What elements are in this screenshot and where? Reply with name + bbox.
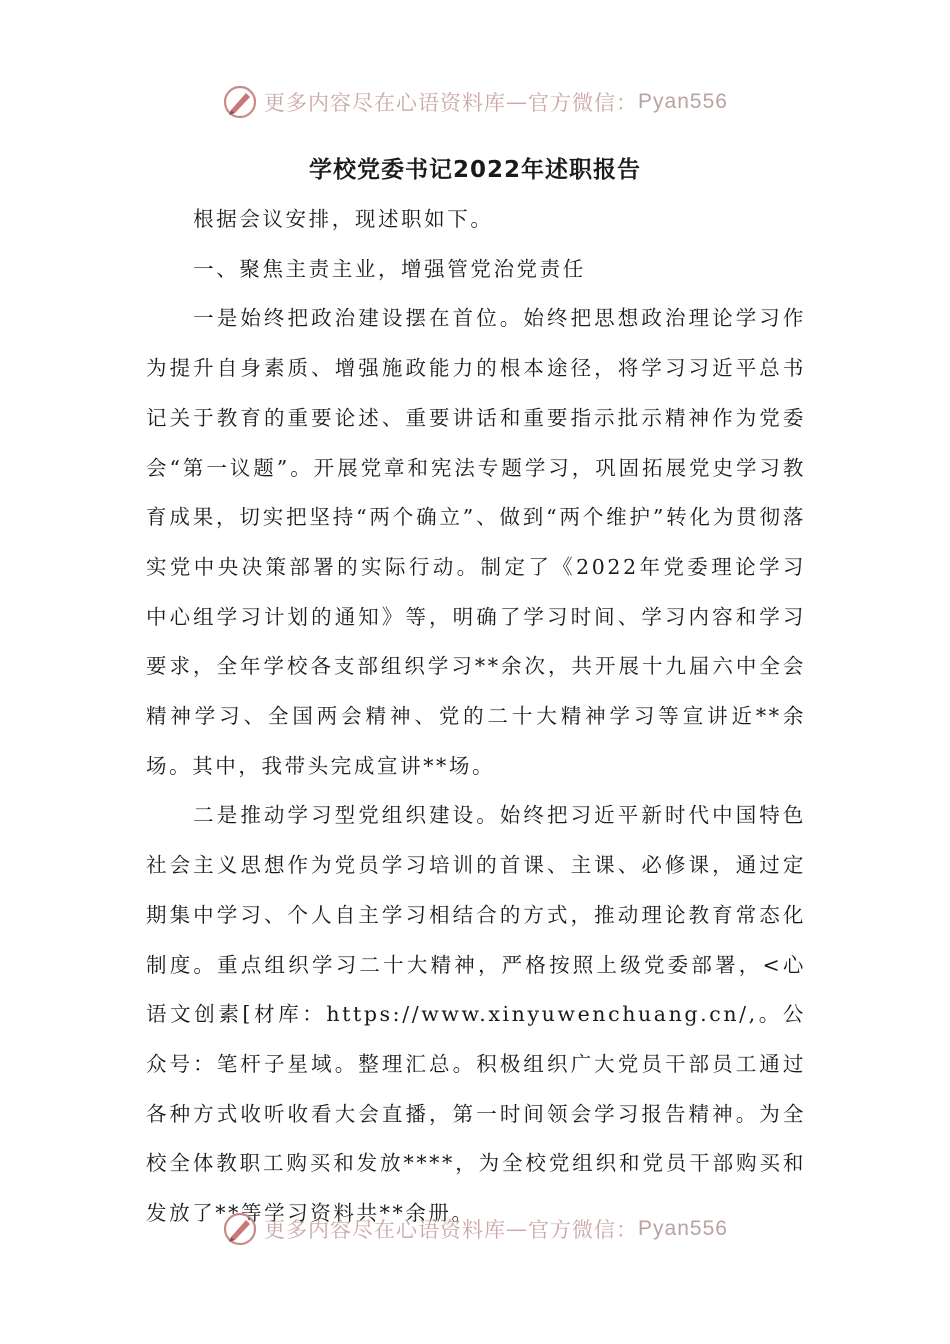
watermark-dash: — <box>506 1217 529 1241</box>
watermark-label: 官方微信： <box>528 91 639 115</box>
watermark-header <box>0 84 950 120</box>
watermark-handle: Pyan556 <box>638 1217 728 1240</box>
paragraph-intro: 根据会议安排，现述职如下。 <box>193 207 494 231</box>
watermark-footer <box>0 1211 950 1247</box>
pen-logo-icon <box>222 1211 258 1247</box>
document-body <box>146 195 806 1239</box>
watermark-brand: 更多内容尽在心语资料库 <box>264 1218 507 1242</box>
watermark-handle: Pyan556 <box>638 90 728 113</box>
paragraph-political-building: 一是始终把政治建设摆在首位。始终把思想政治理论学习作为提升自身素质、增强施政能力的根本途径，将学习习近平总书记关于教育的重要论述、重要讲话和重要指示批示精神作为党委会“第一议题”。开展党章和宪法专题学习，巩固拓展党史学习教育成果，切实把坚持“两个确立”、做到“两个维护”转化为贯彻落实党中央决策部署的实际行动。制定了《2022年党委理论学习中心组学习计划的通知》等，明确了学习时间、学习内容和学习要求，全年学校各支部组织学习**余次，共开展十九届六中全会精神学习、全国两会精神、党的二十大精神学习等宣讲近**余场。其中，我带头完成宣讲**场。 <box>146 306 806 778</box>
document-title: 学校党委书记2022年述职报告 <box>308 157 641 183</box>
paragraph-learning-organization: 二是推动学习型党组织建设。始终把习近平新时代中国特色社会主义思想作为党员学习培训的首课、主课、必修课，通过定期集中学习、个人自主学习相结合的方式，推动理论教育常态化制度。重点组织学习二十大精神，严格按照上级党委部署，<心语文创素[材库：https://www.xinyuwenchuang.cn/,。公众号：笔杆子星域。整理汇总。积极组织广大党员干部员工通过各种方式收听收看大会直播，第一时间领会学习报告精神。为全校全体教职工购买和发放****，为全校党组织和党员干部购买和发放了**等学习资料共**余册。 <box>146 803 806 1226</box>
watermark-brand: 更多内容尽在心语资料库 <box>264 91 507 115</box>
pen-logo-icon <box>222 84 258 120</box>
watermark-dash: — <box>506 90 529 114</box>
watermark-label: 官方微信： <box>528 1218 639 1242</box>
section-heading: 一、聚焦主责主业，增强管党治党责任 <box>193 256 586 281</box>
